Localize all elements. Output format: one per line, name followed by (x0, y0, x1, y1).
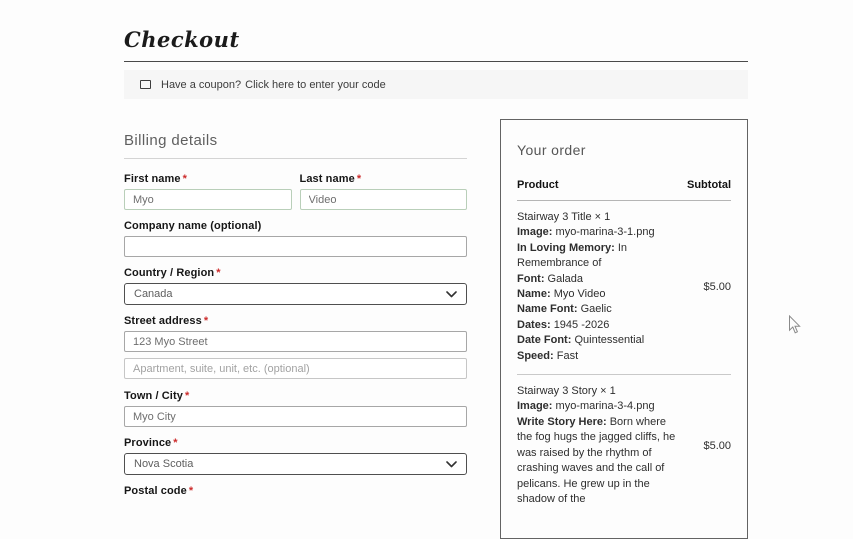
order-item-attr: Name: Myo Video (517, 288, 606, 301)
order-item-name: Stairway 3 Title × 1 (517, 211, 611, 223)
required-asterisk: * (188, 485, 194, 497)
order-item-details (517, 384, 677, 507)
order-item-attr: In Loving Memory: In Remembrance of (517, 241, 628, 270)
street-address-2-input[interactable] (124, 358, 467, 379)
last-name-input[interactable] (300, 189, 468, 210)
company-input[interactable] (124, 236, 467, 257)
order-review-box (500, 119, 748, 539)
order-item-attr: Image: myo-marina-3-1.png (517, 226, 655, 239)
page-title: Checkout (124, 27, 240, 52)
country-selected-value: Canada (134, 288, 173, 300)
order-item-row (517, 201, 731, 375)
country-select[interactable] (124, 283, 467, 305)
order-item-name: Stairway 3 Story × 1 (517, 385, 616, 398)
first-name-input[interactable] (124, 189, 292, 210)
province-select[interactable] (124, 453, 467, 475)
billing-heading: Billing details (124, 132, 467, 159)
order-item-row (517, 375, 731, 517)
product-column-header: Product (517, 179, 559, 191)
required-asterisk: * (182, 173, 188, 185)
order-item-attr: Font: Galada (517, 272, 584, 285)
subtotal-column-header: Subtotal (687, 179, 731, 191)
required-asterisk: * (203, 315, 209, 327)
country-label: Country / Region * (124, 267, 221, 279)
province-selected-value: Nova Scotia (134, 458, 194, 470)
street-address-input[interactable] (124, 331, 467, 352)
order-item-attr: Name Font: Gaelic (517, 303, 612, 316)
city-label: Town / City * (124, 390, 190, 402)
first-name-label: First name * (124, 173, 188, 185)
order-item-attr: Image: myo-marina-3-4.png (517, 400, 655, 413)
order-item-attr: Date Font: Quintessential (517, 334, 645, 347)
order-table-header (517, 179, 731, 201)
province-label: Province * (124, 437, 178, 449)
company-label: Company name (optional) (124, 220, 262, 232)
checkout-page (124, 0, 748, 539)
chevron-down-icon (446, 291, 457, 298)
title-divider (124, 61, 748, 62)
required-asterisk: * (356, 173, 362, 185)
coupon-icon (140, 80, 151, 89)
order-item-subtotal: $5.00 (703, 281, 731, 294)
postal-code-label: Postal code * (124, 485, 194, 497)
order-item-attr: Dates: 1945 -2026 (517, 318, 610, 331)
order-item-attr: Write Story Here: Born where the fog hugs the jagged cliffs, he was raised by the rhythm of crashing waves and the call of pelicans. He grew up in the shadow of the (517, 415, 676, 505)
required-asterisk: * (184, 390, 190, 402)
order-item-subtotal: $5.00 (703, 439, 731, 452)
required-asterisk: * (173, 437, 178, 449)
last-name-label: Last name * (299, 173, 362, 185)
required-asterisk: * (216, 267, 221, 279)
coupon-prefix-text: Have a coupon? (161, 78, 242, 91)
city-input[interactable] (124, 406, 467, 427)
coupon-toggle-link[interactable]: Click here to enter your code (245, 78, 386, 91)
street-address-label: Street address * (124, 315, 209, 327)
chevron-down-icon (446, 461, 457, 468)
mouse-cursor (788, 315, 802, 335)
order-heading: Your order (517, 142, 586, 158)
order-item-details (517, 210, 677, 364)
coupon-notice-bar (124, 70, 748, 99)
billing-form (124, 119, 467, 501)
order-item-attr: Speed: Fast (517, 349, 579, 362)
